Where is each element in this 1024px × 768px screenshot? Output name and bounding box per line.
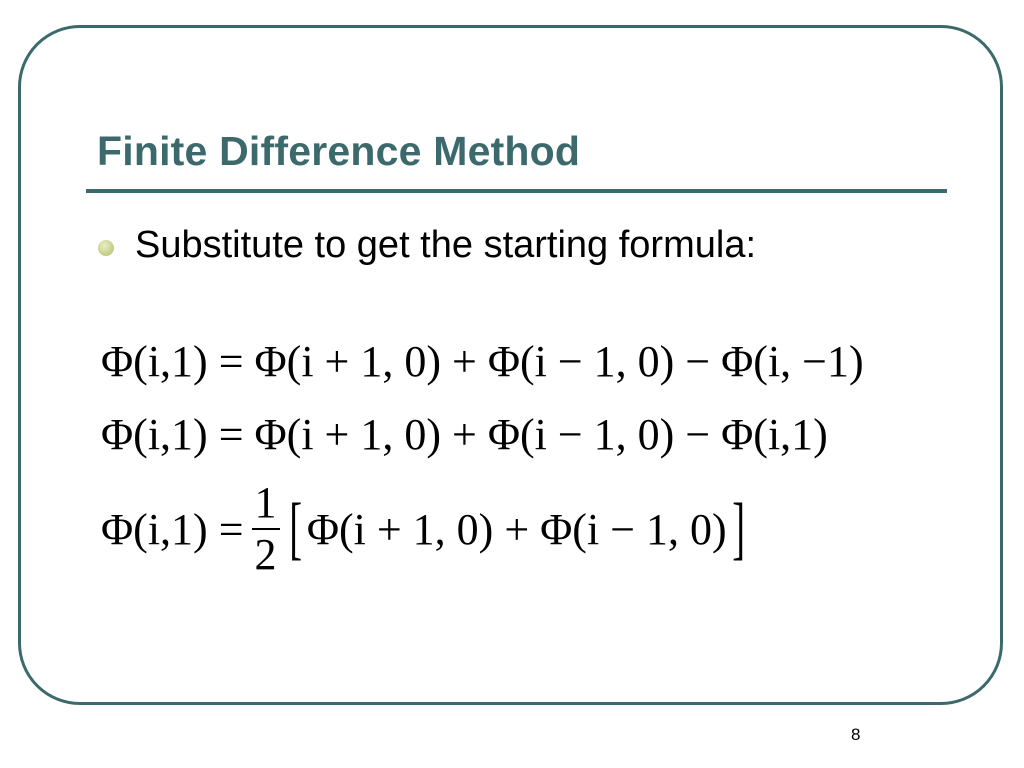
bracket-open: [ [288, 490, 302, 567]
slide-title: Finite Difference Method [97, 128, 581, 174]
fraction-numerator: 1 [254, 478, 277, 527]
equation-2-text: Φ(i,1) = Φ(i + 1, 0) + Φ(i − 1, 0) − Φ(i,1) [101, 410, 828, 459]
bullet-item [98, 224, 756, 267]
bullet-text: Substitute to get the starting formula: [135, 224, 757, 266]
bullet-dot-icon [98, 240, 114, 256]
equation-3-rhs: Φ(i + 1, 0) + Φ(i − 1, 0) [306, 504, 727, 554]
bracket-close: ] [731, 490, 745, 567]
title-underline [86, 189, 947, 193]
equation-3-lhs: Φ(i,1) = [101, 504, 244, 554]
fraction-one-half [252, 480, 280, 578]
equation-3 [101, 480, 750, 578]
equation-1 [101, 336, 864, 387]
equation-1-text: Φ(i,1) = Φ(i + 1, 0) + Φ(i − 1, 0) − Φ(i, −1) [101, 337, 864, 386]
fraction-denominator: 2 [254, 530, 277, 579]
equation-2 [101, 409, 828, 460]
page-number: 8 [851, 725, 861, 744]
